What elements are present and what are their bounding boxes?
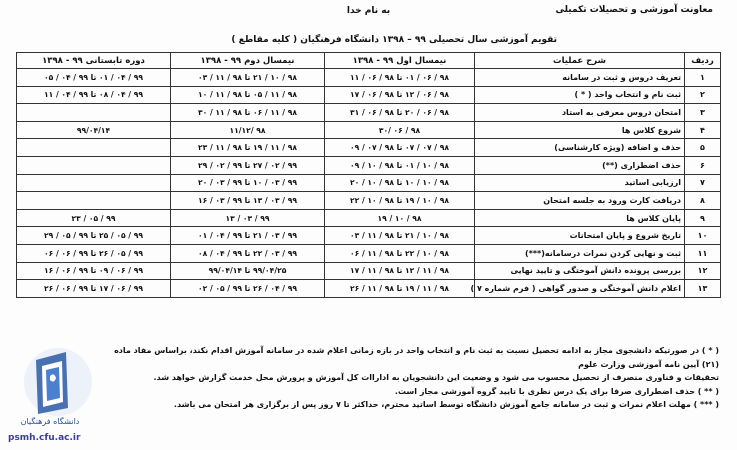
row-number: ۳ (685, 104, 721, 122)
semester2-date: ۹۸ / ۱۱ / ۰۶ تا ۹۸ / ۱۱ / ۳۰ (171, 104, 325, 122)
col-header-summer: دوره تابستانی ۹۹ - ۱۳۹۸ (17, 53, 171, 69)
row-number: ۱۳ (685, 280, 721, 298)
basmala: به نام خدا (346, 6, 391, 16)
operation: حذف و اضافه (ویژه کارشناسی) (475, 139, 685, 157)
semester1-date: ۹۸ / ۱۰ / ۱۰ تا ۹۸ / ۱۰ / ۲۰ (325, 174, 475, 192)
table-row (17, 69, 721, 87)
table-row (17, 227, 721, 245)
semester2-date: ۹۸ /۱۱/۱۲ (171, 121, 325, 139)
table-row (17, 156, 721, 174)
row-number: ۵ (685, 139, 721, 157)
summer-date (17, 156, 171, 174)
university-logo-icon (6, 340, 94, 435)
row-number: ۶ (685, 156, 721, 174)
semester1-date: ۹۸ / ۱۰ / ۰۱ تا ۹۸ / ۱۰ / ۰۹ (325, 156, 475, 174)
operation: اعلام دانش آموختگی و صدور گواهی ( فرم شماره ۷ ) (475, 280, 685, 298)
row-number: ۴ (685, 121, 721, 139)
footnote: ( ** ) حذف اضطراری صرفا برای یک درس نظری با تایید گروه آموزشی مجاز است. (394, 386, 719, 396)
semester2-date: ۹۹ / ۰۳ / ۱۰ تا ۹۹ / ۰۳ / ۲۰ (171, 174, 325, 192)
operation: ارزیابی اساتید (475, 174, 685, 192)
summer-date: ۹۹ / ۰۵ / ۲۵ تا ۹۹ / ۰۵ / ۲۹ (17, 227, 171, 245)
semester1-date: ۹۸ / ۰۶ / ۲۰ تا ۹۸ / ۰۶ / ۳۱ (325, 104, 475, 122)
university-logo (6, 340, 94, 435)
logo-caption: دانشگاه فرهنگیان (20, 417, 80, 426)
semester1-date: ۹۸ / ۱۱ / ۱۲ تا ۹۸ / ۱۱ / ۱۷ (325, 262, 475, 280)
operation: بررسی پرونده دانش آموختگی و تایید نهایی (475, 262, 685, 280)
footnote: ( *** ) مهلت اعلام نمرات و ثبت در سامانه جامع آموزش دانشگاه توسط اساتید محترم، حداکثر تا ۷ روز پس از برگزاری هر امتحان می باشد. (173, 400, 719, 410)
table-header-row (17, 53, 721, 69)
table-row (17, 262, 721, 280)
table-row (17, 121, 721, 139)
summer-date: ۹۹ / ۰۶ / ۰۹ تا ۹۹ / ۰۶ / ۱۶ (17, 262, 171, 280)
semester2-date: ۹۹/۰۴/۲۵ تا ۹۹/۰۴/۱۴ (171, 262, 325, 280)
semester1-date: ۹۸ / ۱۰ / ۱۹ تا ۹۸ / ۱۰ / ۲۲ (325, 192, 475, 210)
semester1-date: ۹۸ / ۱۱ / ۱۹ تا ۹۸ / ۱۱ / ۲۶ (325, 280, 475, 298)
operation: شروع کلاس ها (475, 121, 685, 139)
semester1-date: ۹۸ / ۱۰ / ۱۹ (325, 209, 475, 227)
operation: امتحان دروس معرفی به استاد (475, 104, 685, 122)
semester1-date: ۹۸ / ۱۰ / ۲۱ تا ۹۸ / ۱۱ / ۰۳ (325, 227, 475, 245)
semester2-date: ۹۹ / ۰۳ / ۱۳ تا ۹۹ / ۰۳ / ۱۶ (171, 192, 325, 210)
semester2-date: ۹۹ / ۰۳ / ۱۳ (171, 209, 325, 227)
semester1-date: ۹۸ / ۰۶ / ۱۲ تا ۹۸ / ۰۶ / ۱۷ (325, 86, 475, 104)
semester2-date: ۹۹ / ۰۲ / ۲۷ تا ۹۹ / ۰۲ / ۲۹ (171, 156, 325, 174)
operation: ثبت نام و انتخاب واحد ( * ) (475, 86, 685, 104)
summer-date (17, 104, 171, 122)
footnotes (99, 344, 719, 412)
table-row (17, 104, 721, 122)
row-number: ۷ (685, 174, 721, 192)
org-header: معاونت آموزشی و تحصیلات تکمیلی (555, 5, 713, 15)
operation: تاریخ شروع و پایان امتحانات (475, 227, 685, 245)
summer-date: ۹۹ / ۰۵ / ۲۶ تا ۹۹ / ۰۶ / ۰۶ (17, 244, 171, 262)
summer-date (17, 192, 171, 210)
site-url[interactable]: psmh.cfu.ac.ir (8, 433, 81, 443)
table-row (17, 174, 721, 192)
row-number: ۲ (685, 86, 721, 104)
row-number: ۱۰ (685, 227, 721, 245)
table-row (17, 139, 721, 157)
table-row (17, 244, 721, 262)
semester1-date: ۹۸ / ۰۷ / ۰۷ تا ۹۸ / ۰۷ / ۰۹ (325, 139, 475, 157)
table-row (17, 86, 721, 104)
summer-date (17, 139, 171, 157)
semester2-date: ۹۹ / ۰۳ / ۲۱ تا ۹۹ / ۰۴ / ۰۱ (171, 227, 325, 245)
operation: دریافت کارت ورود به جلسه امتحان (475, 192, 685, 210)
summer-date: ۹۹/۰۴/۱۴ (17, 121, 171, 139)
semester1-date: ۹۸ / ۰۶ /۳۰ (325, 121, 475, 139)
document-title: تقویم آموزشی سال تحصیلی ۹۹ – ۱۳۹۸ دانشگاه فرهنگیان ( کلیه مقاطع ) (231, 35, 557, 45)
footnote: تحقیقات و فناوری منصرف از تحصیل محسوب می شود و وضعیت این دانشجویان به اداراات کل آموزش و پرورش محل خدمت گزارش خواهد شد. (153, 373, 719, 383)
summer-date (17, 174, 171, 192)
row-number: ۱۲ (685, 262, 721, 280)
operation: حذف اضطراری (**) (475, 156, 685, 174)
semester2-date: ۹۹ / ۰۳ / ۲۲ تا ۹۹ / ۰۴ / ۰۸ (171, 244, 325, 262)
operation: تعریف دروس و ثبت در سامانه (475, 69, 685, 87)
col-header-semester1: نیمسال اول ۹۹ - ۱۳۹۸ (325, 53, 475, 69)
table-row (17, 192, 721, 210)
summer-date: ۹۹ / ۰۴ / ۰۸ تا ۹۹ / ۰۴ / ۱۱ (17, 86, 171, 104)
semester2-date: ۹۸ / ۱۱ / ۰۵ تا ۹۸ / ۱۱ / ۱۰ (171, 86, 325, 104)
table-row (17, 280, 721, 298)
table-row (17, 209, 721, 227)
row-number: ۸ (685, 192, 721, 210)
row-number: ۹ (685, 209, 721, 227)
semester2-date: ۹۸ / ۱۰ / ۲۱ تا ۹۸ / ۱۱ / ۰۳ (171, 69, 325, 87)
col-header-semester2: نیمسال دوم ۹۹ - ۱۳۹۸ (171, 53, 325, 69)
semester2-date: ۹۸ / ۱۱ / ۱۹ تا ۹۸ / ۱۱ / ۲۳ (171, 139, 325, 157)
summer-date: ۹۹ / ۰۴ / ۰۱ تا ۹۹ / ۰۴ / ۰۵ (17, 69, 171, 87)
summer-date: ۹۹ / ۰۶ / ۱۷ تا ۹۹ / ۰۶ / ۲۶ (17, 280, 171, 298)
semester2-date: ۹۹ / ۰۴ / ۲۶ تا ۹۹ / ۰۵ / ۰۲ (171, 280, 325, 298)
col-header-operation: شرح عملیات (475, 53, 685, 69)
col-header-row-number: ردیف (685, 53, 721, 69)
semester1-date: ۹۸ / ۰۶ / ۰۱ تا ۹۸ / ۰۶ / ۱۱ (325, 69, 475, 87)
operation: پایان کلاس ها (475, 209, 685, 227)
summer-date: ۹۹ / ۰۵ / ۲۳ (17, 209, 171, 227)
semester1-date: ۹۸ / ۱۰ / ۲۲ تا ۹۸ / ۱۱ / ۰۶ (325, 244, 475, 262)
operation: ثبت و نهایی کردن نمرات درسامانه(***) (475, 244, 685, 262)
footnote: ( * ) در صورتیکه دانشجوی مجاز به ادامه تحصیل نسبت به ثبت نام و انتخاب واحد در بازه زمانی اعلام شده در سامانه آموزش اقدام نکند، براساس مفاد ماده (۲۱) آیین نامه آموزشی وزارت علوم (114, 346, 719, 369)
calendar-table (16, 52, 721, 298)
row-number: ۱ (685, 69, 721, 87)
row-number: ۱۱ (685, 244, 721, 262)
